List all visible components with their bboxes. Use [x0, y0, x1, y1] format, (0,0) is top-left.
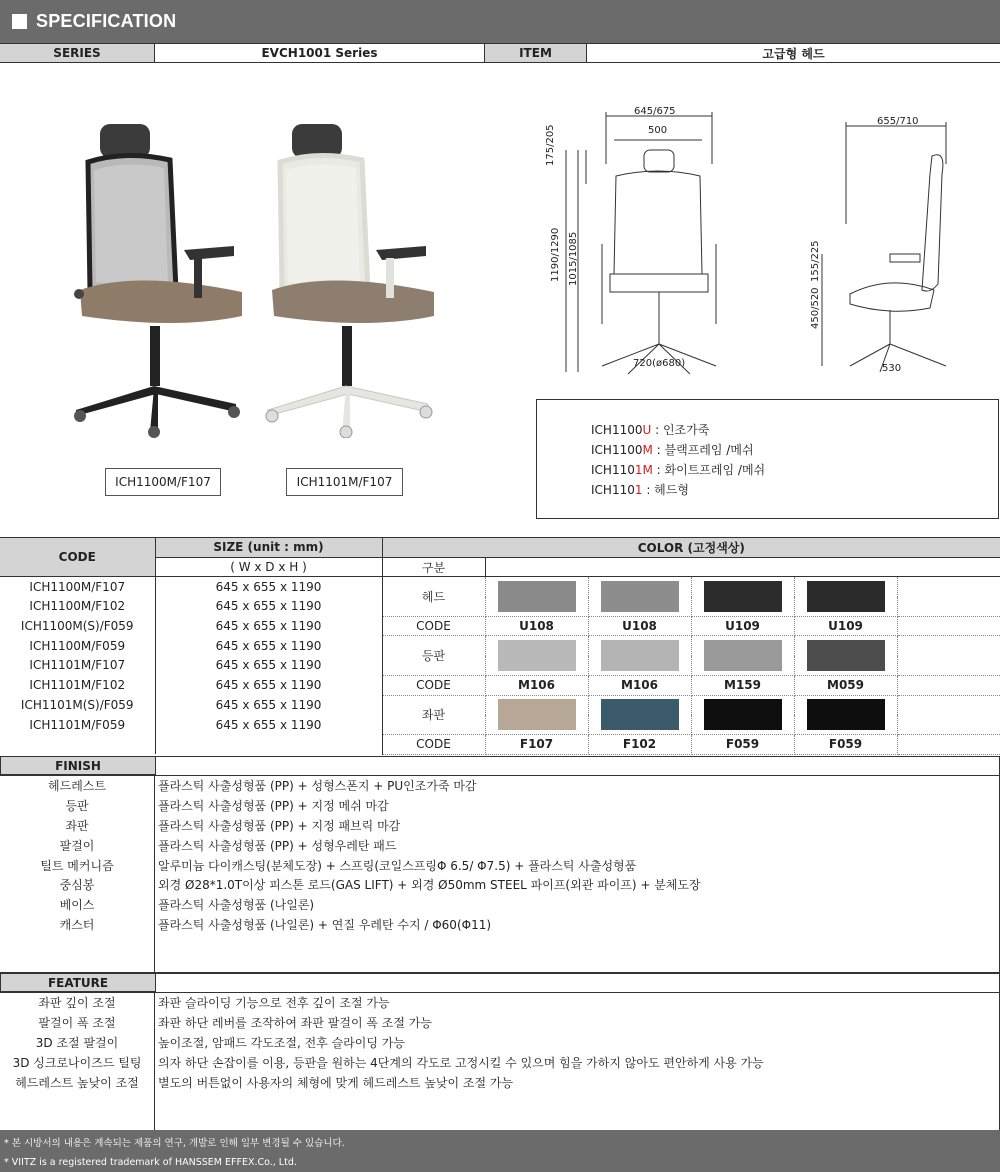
finish-item-desc: 플라스틱 사출성형품 (나일론) + 연질 우레탄 수지 / Φ60(Φ11) — [158, 917, 492, 932]
color-group-name: 헤드 — [382, 577, 485, 616]
spec-size-cell: 645 x 655 x 1190 — [155, 695, 382, 715]
footer-trademark: * VIITZ is a registered trademark of HANSSEM EFFEX.Co., Ltd. — [4, 1157, 297, 1168]
dim-front-seat-width: 500 — [648, 125, 668, 136]
finish-names — [0, 776, 155, 972]
spec-size-cell: 645 x 655 x 1190 — [155, 636, 382, 656]
color-swatch — [498, 699, 576, 730]
finish-label: FINISH — [0, 756, 155, 775]
spec-code-cell: ICH1101M/F107 — [0, 656, 155, 676]
series-label: SERIES — [0, 44, 155, 62]
legend-item: ICH1100U : 인조가죽 — [591, 423, 710, 437]
dim-front-base: 720(ø680) — [633, 358, 686, 369]
series-row — [0, 43, 1000, 63]
feature-item-desc: 의자 하단 손잡이를 이용, 등판을 원하는 4단계의 각도로 고정시킬 수 있으며 힘을 가하지 않아도 편안하게 사용 가능 — [158, 1055, 764, 1070]
color-group-name: 좌판 — [382, 695, 485, 734]
chair-white-image — [258, 120, 438, 438]
spec-code-cell: ICH1100M/F107 — [0, 577, 155, 597]
color-group-name: 등판 — [382, 636, 485, 675]
dim-front-total-h: 1190/1290 — [550, 227, 561, 282]
finish-item-name: 좌판 — [65, 818, 89, 833]
legend-item: ICH1101M : 화이트프레임 /메쉬 — [591, 463, 766, 477]
spec-code-cell: ICH1100M(S)/F059 — [0, 616, 155, 636]
series-value: EVCH1001 Series — [155, 44, 485, 62]
color-swatch — [601, 640, 679, 671]
color-swatch — [807, 699, 885, 730]
square-icon — [12, 14, 27, 29]
model-legend — [536, 399, 999, 519]
spec-size-cell: 645 x 655 x 1190 — [155, 656, 382, 676]
finish-item-desc: 외경 Ø28*1.0T이상 피스톤 로드(GAS LIFT) + 외경 Ø50mm STEEL 파이프(외관 파이프) + 분체도장 — [158, 878, 701, 893]
color-code: M106 — [588, 675, 691, 695]
chair-black-image — [66, 120, 246, 438]
feature-names — [0, 993, 155, 1130]
spec-size-cell: 645 x 655 x 1190 — [155, 715, 382, 735]
color-code: U109 — [794, 616, 897, 636]
spec-size-cell: 645 x 655 x 1190 — [155, 597, 382, 617]
color-swatch — [807, 581, 885, 612]
color-code: M159 — [691, 675, 794, 695]
item-label: ITEM — [485, 44, 587, 62]
dim-front-head-h: 175/205 — [545, 124, 556, 166]
dim-front-width: 645/675 — [634, 106, 676, 117]
color-swatch — [704, 581, 782, 612]
finish-item-desc: 플라스틱 사출성형품 (나일론) — [158, 898, 315, 913]
feature-descriptions — [155, 993, 1000, 1130]
finish-descriptions — [155, 776, 1000, 972]
size-sub: ( W x D x H ) — [155, 557, 382, 577]
dim-side-depth: 655/710 — [877, 116, 919, 127]
finish-section — [0, 756, 1000, 1130]
color-header: COLOR (고정색상) — [382, 538, 1000, 558]
dim-side-arm-h: 155/225 — [810, 240, 821, 282]
spec-code-cell: ICH1101M/F059 — [0, 715, 155, 735]
item-value: 고급형 헤드 — [762, 46, 825, 61]
color-code: U108 — [588, 616, 691, 636]
color-code: M106 — [485, 675, 588, 695]
page-title: SPECIFICATION — [36, 11, 177, 31]
feature-item-desc: 좌판 하단 레버를 조작하여 좌판 팔걸이 폭 조절 가능 — [158, 1016, 432, 1031]
color-swatch — [704, 640, 782, 671]
finish-item-desc: 플라스틱 사출성형품 (PP) + 지정 메쉬 마감 — [158, 799, 389, 814]
finish-item-name: 베이스 — [59, 898, 95, 913]
finish-item-name: 캐스터 — [59, 917, 95, 932]
spec-size-cell: 645 x 655 x 1190 — [155, 675, 382, 695]
feature-item-desc: 좌판 슬라이딩 기능으로 전후 깊이 조절 가능 — [158, 996, 390, 1011]
feature-item-name: 팔걸이 폭 조절 — [38, 1016, 116, 1031]
finish-item-name: 틸트 메커니즘 — [40, 858, 114, 873]
title-bar — [0, 0, 1000, 43]
feature-item-name: 3D 조절 팔걸이 — [35, 1035, 119, 1050]
spec-code-cell: ICH1100M/F059 — [0, 636, 155, 656]
legend-item: ICH1101 : 헤드형 — [591, 483, 689, 497]
finish-item-desc: 플라스틱 사출성형품 (PP) + 성형스폰지 + PU인조가죽 마감 — [158, 779, 477, 794]
dim-side-base: 530 — [882, 363, 902, 374]
finish-item-name: 팔걸이 — [59, 838, 95, 853]
color-code: F059 — [691, 734, 794, 754]
spec-size-cell — [155, 734, 382, 754]
finish-item-name: 중심봉 — [59, 878, 95, 893]
size-header: SIZE (unit : mm) — [155, 538, 382, 558]
color-code-label: CODE — [382, 616, 485, 636]
color-swatch — [601, 581, 679, 612]
dim-front-back-h: 1015/1085 — [568, 231, 579, 286]
feature-item-desc: 별도의 버튼없이 사용자의 체형에 맞게 헤드레스트 높낮이 조절 가능 — [158, 1075, 514, 1090]
footer — [0, 1130, 1000, 1172]
color-code-label: CODE — [382, 675, 485, 695]
color-swatch — [601, 699, 679, 730]
spec-table — [0, 537, 1000, 755]
image-area — [0, 64, 1000, 537]
footer-note: * 본 시방서의 내용은 계속되는 제품의 연구, 개발로 인해 일부 변경될 수 있습니다. — [4, 1138, 345, 1149]
color-code: U109 — [691, 616, 794, 636]
gubun-label: 구분 — [382, 557, 485, 577]
spec-code-cell: ICH1101M/F102 — [0, 675, 155, 695]
feature-item-name: 좌판 깊이 조절 — [38, 996, 116, 1011]
color-code: U108 — [485, 616, 588, 636]
feature-label: FEATURE — [0, 973, 155, 992]
color-swatch — [498, 581, 576, 612]
spec-code-cell: ICH1100M/F102 — [0, 597, 155, 617]
color-code: F107 — [485, 734, 588, 754]
feature-item-name: 헤드레스트 높낮이 조절 — [15, 1075, 139, 1090]
dimension-drawing — [550, 104, 990, 384]
color-code: F102 — [588, 734, 691, 754]
finish-item-desc: 플라스틱 사출성형품 (PP) + 성형우레탄 패드 — [158, 838, 397, 853]
finish-item-desc: 알루미늄 다이캐스팅(분체도장) + 스프링(코일스프링Φ 6.5/ Φ7.5) + 플라스틱 사출성형품 — [158, 858, 637, 873]
chair-label-black: ICH1100M/F107 — [105, 468, 221, 496]
finish-item-name: 등판 — [65, 799, 89, 814]
finish-item-desc: 플라스틱 사출성형품 (PP) + 지정 패브릭 마감 — [158, 818, 401, 833]
color-code: F059 — [794, 734, 897, 754]
code-header: CODE — [0, 538, 155, 577]
color-swatch — [498, 640, 576, 671]
legend-item: ICH1100M : 블랙프레임 /메쉬 — [591, 443, 754, 457]
color-swatch — [807, 640, 885, 671]
spec-size-cell: 645 x 655 x 1190 — [155, 616, 382, 636]
finish-item-name: 헤드레스트 — [48, 779, 106, 794]
color-code-label: CODE — [382, 734, 485, 754]
dim-side-seat-h: 450/520 — [810, 287, 821, 329]
color-code: M059 — [794, 675, 897, 695]
color-swatch — [704, 699, 782, 730]
chair-label-white: ICH1101M/F107 — [286, 468, 403, 496]
spec-code-cell — [0, 734, 155, 754]
spec-code-cell: ICH1101M(S)/F059 — [0, 695, 155, 715]
feature-item-desc: 높이조절, 암패드 각도조절, 전후 슬라이딩 가능 — [158, 1035, 405, 1050]
feature-item-name: 3D 싱크로나이즈드 틸팅 — [12, 1055, 142, 1070]
spec-size-cell: 645 x 655 x 1190 — [155, 577, 382, 597]
